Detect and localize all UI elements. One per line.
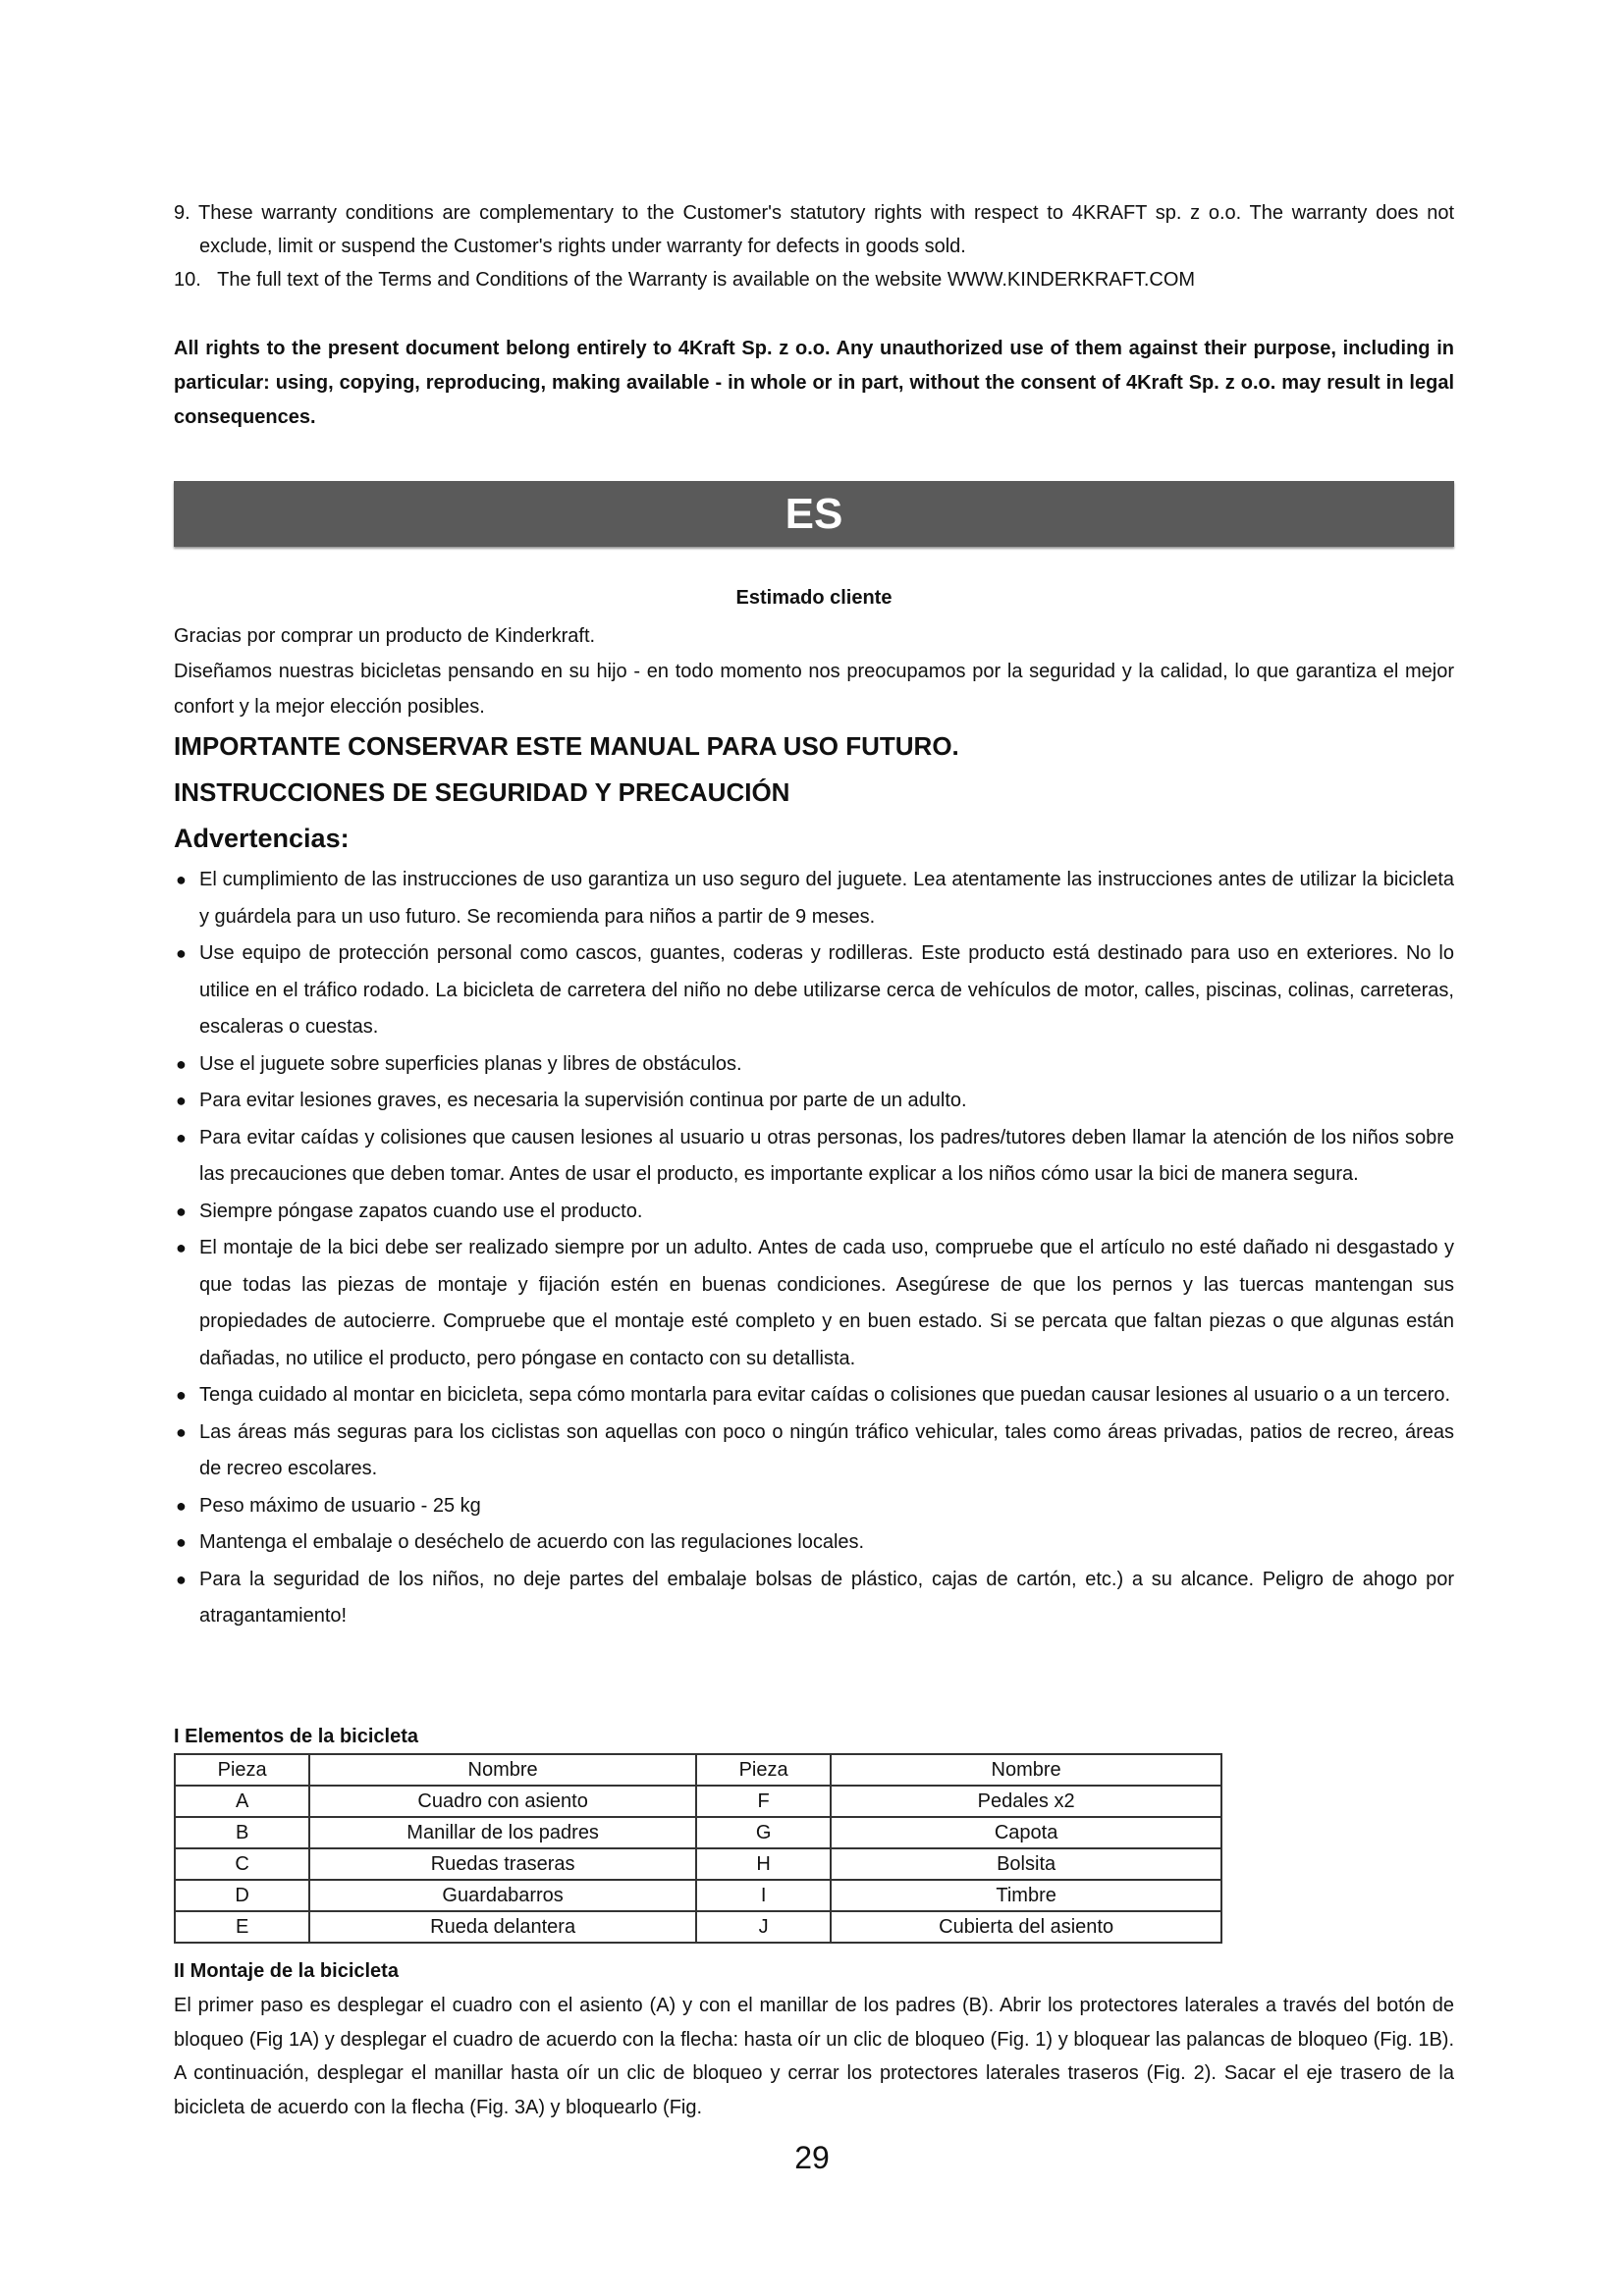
warning-item	[174, 1377, 1454, 1415]
warranty-list	[174, 196, 1454, 296]
assembly-text: El primer paso es desplegar el cuadro con el asiento (A) y con el manillar de los padres (B). Abrir los protectores laterales a través del botón de bloqueo (Fig 1A) y desplegar el cuadro de acuerdo con la flecha: hasta oír un clic de bloqueo (Fig. 1) y bloquear las palancas de bloqueo (Fig. 1B). A continuación, desplegar el manillar hasta oír un clic de bloqueo y cerrar los protectores laterales traseros (Fig. 2). Sacar el eje trasero de la bicicleta de acuerdo con la flecha (Fig. 3A) y bloquearlo (Fig.	[174, 1995, 1454, 2118]
warning-item	[174, 1120, 1454, 1194]
warning-text: El montaje de la bici debe ser realizado siempre por un adulto. Antes de cada uso, compruebe que el artículo no esté dañado ni desgastado y que todas las piezas de montaje y fijación estén en buenas condiciones. Asegúrese de que los pernos y las tuercas mantengan sus propiedades de autocierre. Compruebe que el montaje esté completo y en buen estado. Si se percata que faltan piezas o que algunas están dañadas, no utilice el producto, pero póngase en contacto con su detallista.	[199, 1237, 1454, 1369]
language-banner: ES	[174, 481, 1454, 547]
table-cell: Manillar de los padres	[309, 1817, 696, 1848]
bullet-icon: ●	[176, 1091, 187, 1110]
warning-text: Use el juguete sobre superficies planas y libres de obstáculos.	[199, 1052, 742, 1075]
bullet-icon: ●	[176, 1238, 187, 1257]
assembly-title: II Montaje de la bicicleta	[174, 1960, 399, 1982]
table-row	[175, 1848, 1221, 1880]
column-header: Nombre	[831, 1754, 1221, 1786]
bullet-icon: ●	[176, 1127, 187, 1148]
bullet-icon: ●	[176, 1421, 187, 1442]
warning-item	[174, 1488, 1454, 1525]
warnings-list	[174, 862, 1454, 1635]
bullet-icon: ●	[176, 1201, 187, 1221]
table-cell: C	[175, 1848, 309, 1880]
table-cell: D	[175, 1880, 309, 1911]
bullet-icon: ●	[176, 1385, 187, 1405]
table-cell: I	[696, 1880, 831, 1911]
intro-line: Diseñamos nuestras bicicletas pensando en su hijo - en todo momento nos preocupamos por la seguridad y la calidad, lo que garantiza el mejor confort y la mejor elección posibles.	[174, 661, 1454, 718]
table-cell: Pedales x2	[831, 1786, 1221, 1817]
column-header: Pieza	[696, 1754, 831, 1786]
elements-title: I Elementos de la bicicleta	[174, 1726, 418, 1747]
rights-notice: All rights to the present document belong entirely to 4Kraft Sp. z o.o. Any unauthorized use of them against their purpose, including in particular: using, copying, reproducing, making available - in whole or in part, without the consent of 4Kraft Sp. z o.o. may result in legal consequences.	[174, 338, 1454, 428]
table-cell: Guardabarros	[309, 1880, 696, 1911]
greeting: Estimado cliente	[735, 587, 893, 609]
warning-item	[174, 1046, 1454, 1084]
warning-text: Para evitar caídas y colisiones que causen lesiones al usuario u otras personas, los padres/tutores deben llamar la atención de los niños sobre las precauciones que deben tomar. Antes de usar el producto, es importante explicar a los niños cómo usar la bici de manera segura.	[199, 1126, 1454, 1185]
table-cell: Capota	[831, 1817, 1221, 1848]
warranty-item	[174, 263, 1454, 296]
table-row	[175, 1880, 1221, 1911]
table-header-row	[175, 1754, 1221, 1786]
warning-item	[174, 1524, 1454, 1562]
bullet-icon: ●	[176, 1495, 187, 1516]
intro	[174, 618, 1454, 724]
warning-text: Las áreas más seguras para los ciclistas son aquellas con poco o ningún tráfico vehicular, tales como áreas privadas, patios de recreo, áreas de recreo escolares.	[199, 1420, 1454, 1479]
warning-item	[174, 1415, 1454, 1488]
column-header: Nombre	[309, 1754, 696, 1786]
warning-item	[174, 935, 1454, 1046]
warranty-item	[174, 196, 1454, 263]
item-text: The full text of the Terms and Conditions of the Warranty is available on the website WWW.KINDERKRAFT.COM	[217, 269, 1196, 291]
table-cell: Cubierta del asiento	[831, 1911, 1221, 1943]
warning-item	[174, 1194, 1454, 1231]
headings	[174, 723, 1454, 862]
warning-text: Peso máximo de usuario - 25 kg	[199, 1494, 481, 1517]
table-row	[175, 1786, 1221, 1817]
warning-text: El cumplimiento de las instrucciones de uso garantiza un uso seguro del juguete. Lea atentamente las instrucciones antes de utilizar la bicicleta y guárdela para un uso futuro. Se recomienda para niños a partir de 9 meses.	[199, 869, 1454, 928]
bullet-icon: ●	[176, 943, 187, 963]
warning-item	[174, 862, 1454, 935]
table-cell: Ruedas traseras	[309, 1848, 696, 1880]
table-row	[175, 1817, 1221, 1848]
warning-text: Tenga cuidado al montar en bicicleta, sepa cómo montarla para evitar caídas o colisiones que puedan causar lesiones al usuario o a un tercero.	[199, 1384, 1451, 1406]
table-cell: F	[696, 1786, 831, 1817]
warning-item	[174, 1562, 1454, 1635]
intro-line: Gracias por comprar un producto de Kinderkraft.	[174, 625, 596, 647]
bullet-icon: ●	[176, 870, 187, 889]
bullet-icon: ●	[176, 1053, 187, 1074]
heading-safety: INSTRUCCIONES DE SEGURIDAD Y PRECAUCIÓN	[174, 777, 790, 807]
bullet-icon: ●	[176, 1532, 187, 1552]
table-cell: B	[175, 1817, 309, 1848]
table-cell: Bolsita	[831, 1848, 1221, 1880]
table-cell: J	[696, 1911, 831, 1943]
table-cell: H	[696, 1848, 831, 1880]
warning-text: Para evitar lesiones graves, es necesaria la supervisión continua por parte de un adulto.	[199, 1090, 967, 1111]
table-cell: E	[175, 1911, 309, 1943]
item-number: 10.	[174, 269, 201, 291]
bullet-icon: ●	[176, 1569, 187, 1589]
table-cell: G	[696, 1817, 831, 1848]
table-cell: Timbre	[831, 1880, 1221, 1911]
heading-important: IMPORTANTE CONSERVAR ESTE MANUAL PARA USO FUTURO.	[174, 731, 959, 761]
warning-item	[174, 1083, 1454, 1120]
warning-text: Para la seguridad de los niños, no deje partes del embalaje bolsas de plástico, cajas de cartón, etc.) a su alcance. Peligro de ahogo por atragantamiento!	[199, 1568, 1454, 1627]
warning-item	[174, 1230, 1454, 1377]
table-cell: Cuadro con asiento	[309, 1786, 696, 1817]
warning-text: Siempre póngase zapatos cuando use el producto.	[199, 1200, 643, 1222]
warning-text: Mantenga el embalaje o deséchelo de acuerdo con las regulaciones locales.	[199, 1531, 865, 1553]
page-number: 29	[794, 2140, 830, 2175]
item-text: These warranty conditions are complementary to the Customer's statutory rights with respect to 4KRAFT sp. z o.o. The warranty does not exclude, limit or suspend the Customer's rights under warranty for defects in goods sold.	[198, 202, 1454, 257]
item-number: 9.	[174, 202, 190, 224]
warning-text: Use equipo de protección personal como cascos, guantes, coderas y rodilleras. Este producto está destinado para uso en exteriores. No lo utilice en el tráfico rodado. La bicicleta de carretera del niño no debe utilizarse cerca de vehículos de motor, calles, piscinas, colinas, carreteras, escaleras o cuestas.	[199, 942, 1454, 1038]
elements-table	[174, 1753, 1222, 1944]
heading-warnings: Advertencias:	[174, 824, 350, 853]
table-cell: Rueda delantera	[309, 1911, 696, 1943]
table-cell: A	[175, 1786, 309, 1817]
column-header: Pieza	[175, 1754, 309, 1786]
table-row	[175, 1911, 1221, 1943]
